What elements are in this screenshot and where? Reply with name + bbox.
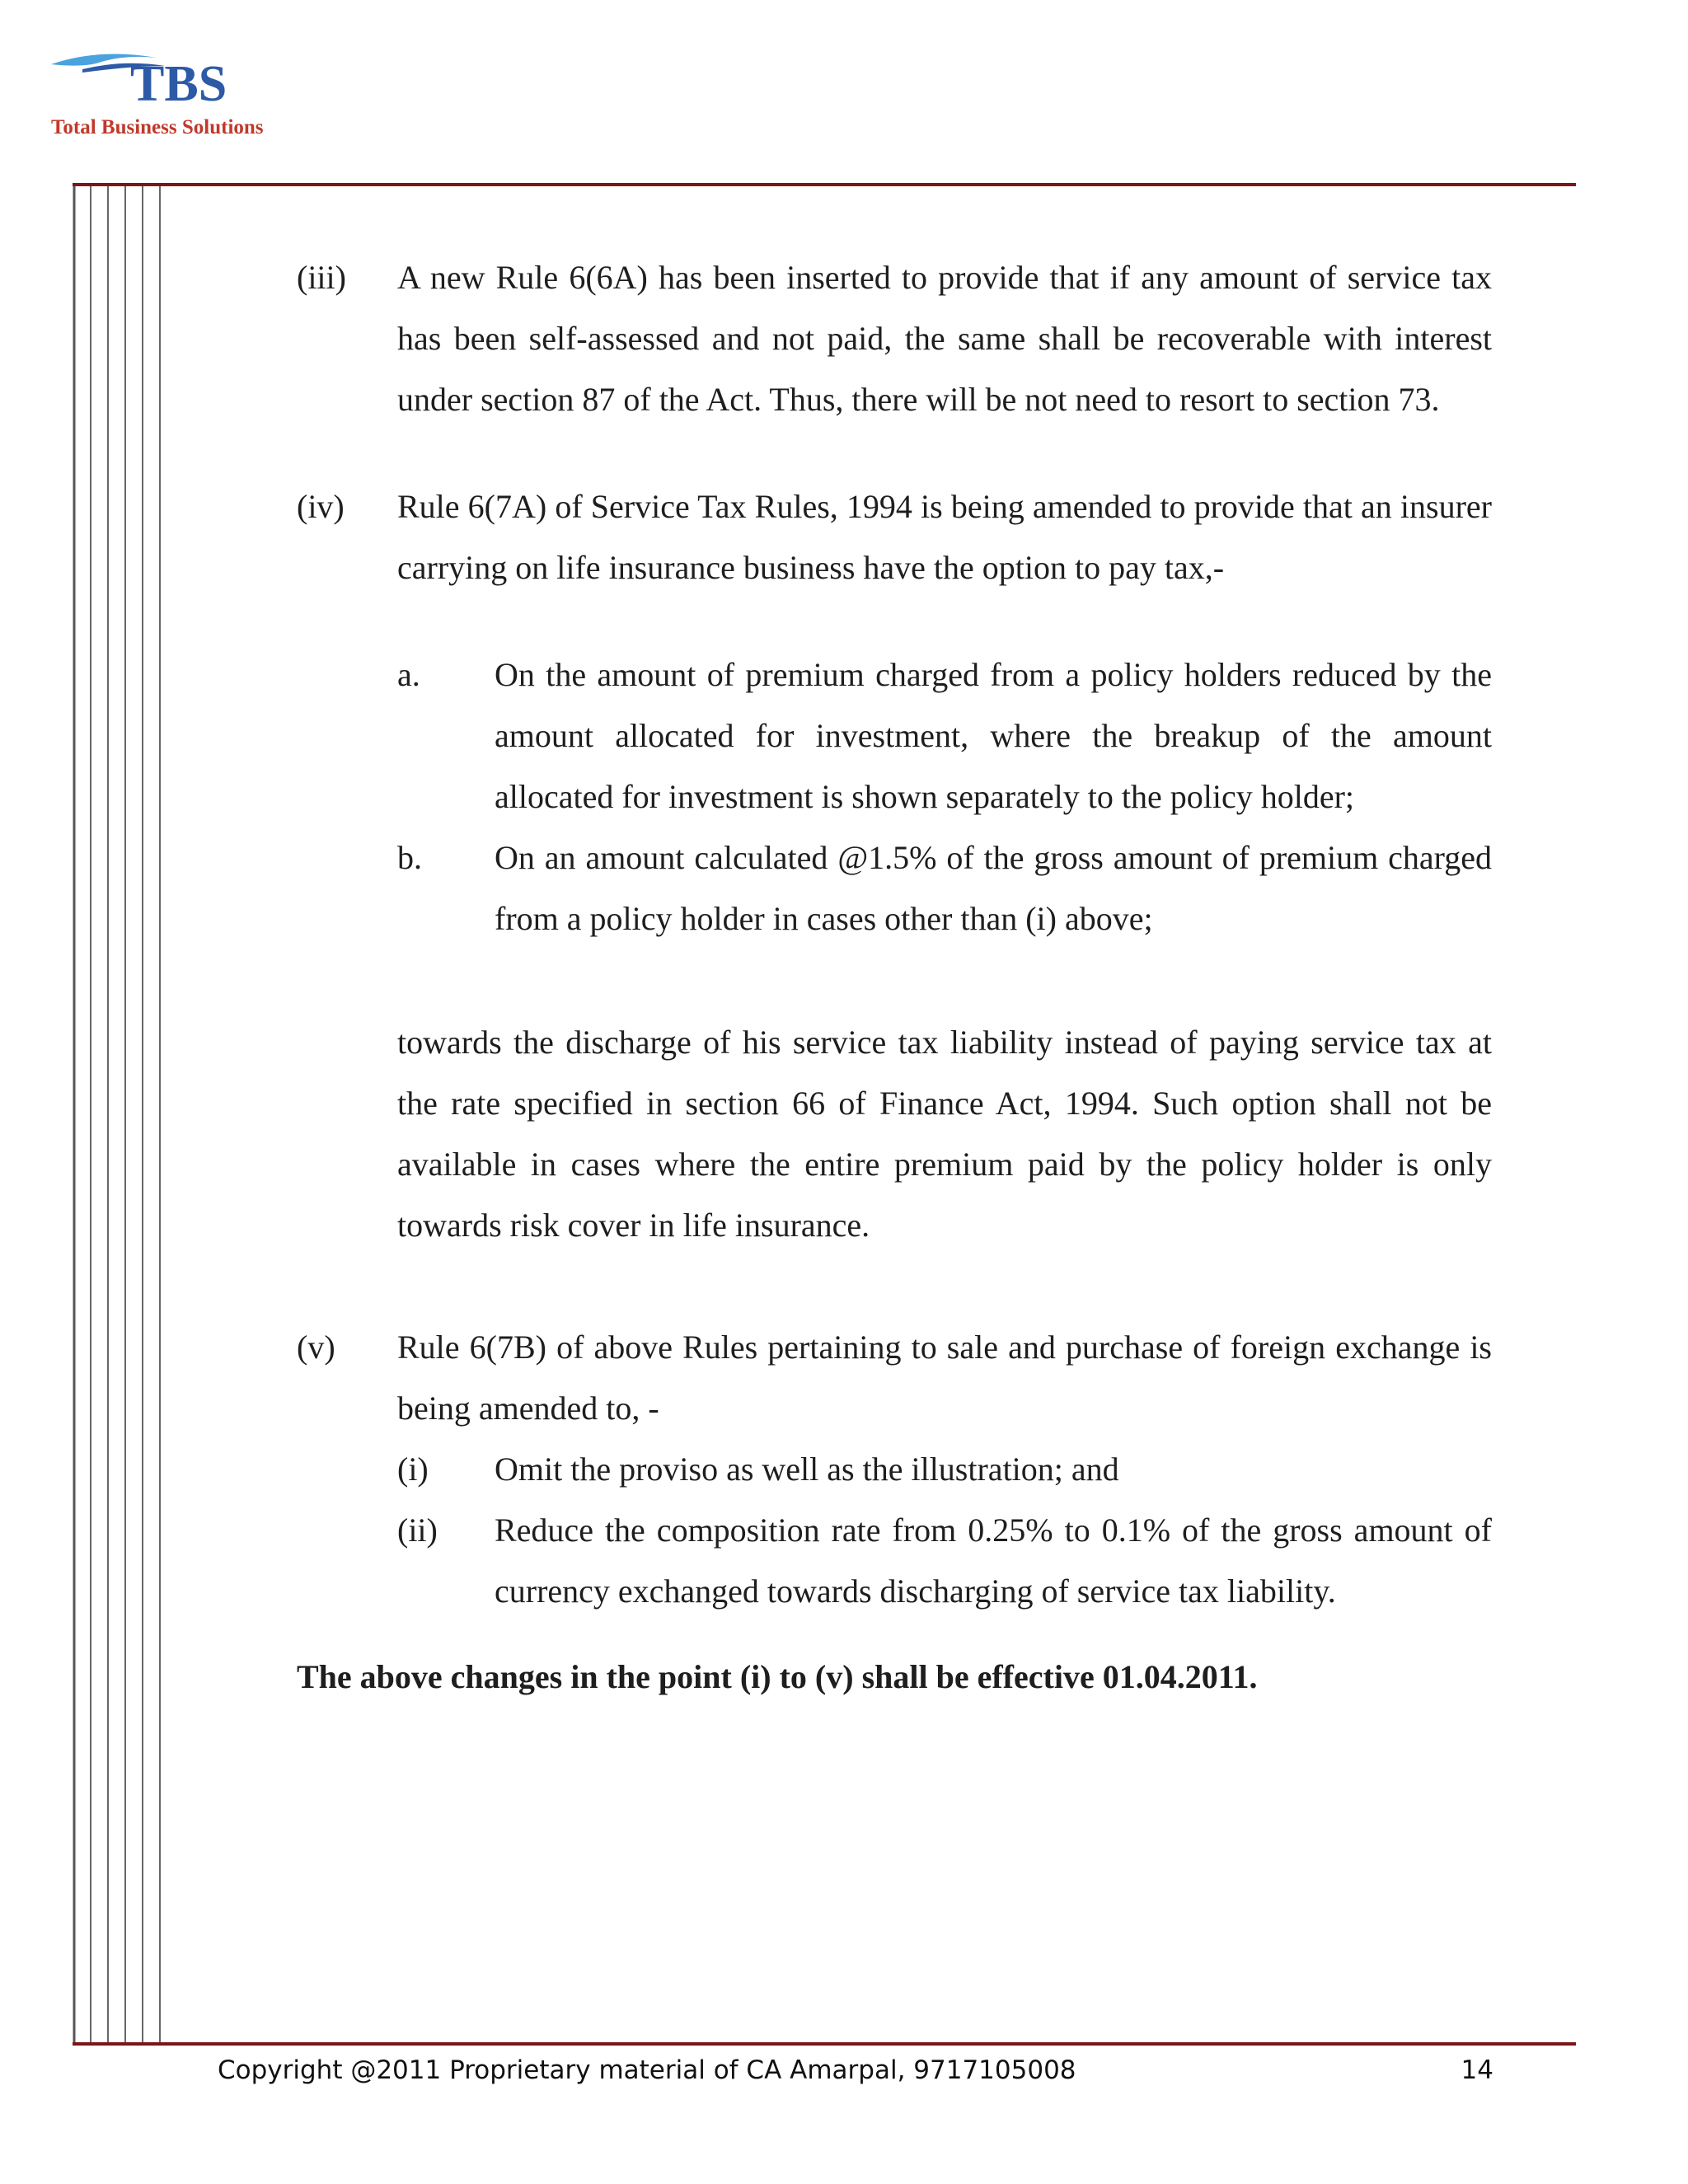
item-iv [297, 476, 1492, 598]
logo-text: TBS [130, 56, 227, 112]
header-rule [73, 183, 1576, 186]
page-footer [218, 2046, 1493, 2095]
page-number: 14 [1461, 2055, 1493, 2085]
tbs-logo-graphic [49, 33, 346, 140]
sub-item-ii [297, 1500, 1492, 1622]
document-body [297, 247, 1492, 1708]
item-text: A new Rule 6(6A) has been inserted to provide that if any amount of service tax has been self-assessed and not paid, the same shall be recoverable with interest under section 87 of the Act. Thus, there will be not need to resort to section 73. [397, 259, 1492, 418]
footer-copyright: Copyright @2011 Proprietary material of CA Amarpal, 9717105008 [218, 2055, 1076, 2085]
effective-date-note: The above changes in the point (i) to (v) shall be effective 01.04.2011. [297, 1658, 1258, 1695]
item-v [297, 1317, 1492, 1439]
item-number: (iv) [297, 488, 345, 525]
item-iii [297, 247, 1492, 430]
item-text: Rule 6(7A) of Service Tax Rules, 1994 is being amended to provide that an insurer carrying on life insurance business have the option to pay tax,- [397, 488, 1492, 586]
sub-item-number: b. [397, 839, 422, 876]
item-number: (v) [297, 1329, 335, 1366]
margin-lines [73, 186, 163, 2042]
sub-item-number: (i) [397, 1451, 429, 1488]
sub-item-text: Omit the proviso as well as the illustration; and [495, 1451, 1119, 1488]
item-number: (iii) [297, 259, 346, 296]
sub-item-text: Reduce the composition rate from 0.25% to 0.1% of the gross amount of currency exchanged towards discharging of service tax liability. [495, 1511, 1492, 1610]
sub-item-number: a. [397, 656, 420, 693]
sub-item-i [297, 1439, 1492, 1500]
item-iv-continuation: towards the discharge of his service tax liability instead of paying service tax at the rate specified in section 66 of Finance Act, 1994. Such option shall not be available in cases where the entire premium paid by the policy holder is only towards risk cover in life insurance. [397, 1024, 1492, 1244]
sub-item-a [297, 644, 1492, 827]
sub-item-text: On an amount calculated @1.5% of the gross amount of premium charged from a policy holder in cases other than (i) above; [495, 839, 1492, 937]
sub-item-number: (ii) [397, 1511, 438, 1549]
sub-item-text: On the amount of premium charged from a policy holders reduced by the amount allocated for investment, where the breakup of the amount allocated for investment is shown separately to the policy holder; [495, 656, 1492, 815]
item-text: Rule 6(7B) of above Rules pertaining to sale and purchase of foreign exchange is being amended to, - [397, 1329, 1492, 1427]
sub-item-b [297, 827, 1492, 949]
logo-tagline: Total Business Solutions [51, 116, 264, 138]
tbs-logo [49, 33, 346, 140]
